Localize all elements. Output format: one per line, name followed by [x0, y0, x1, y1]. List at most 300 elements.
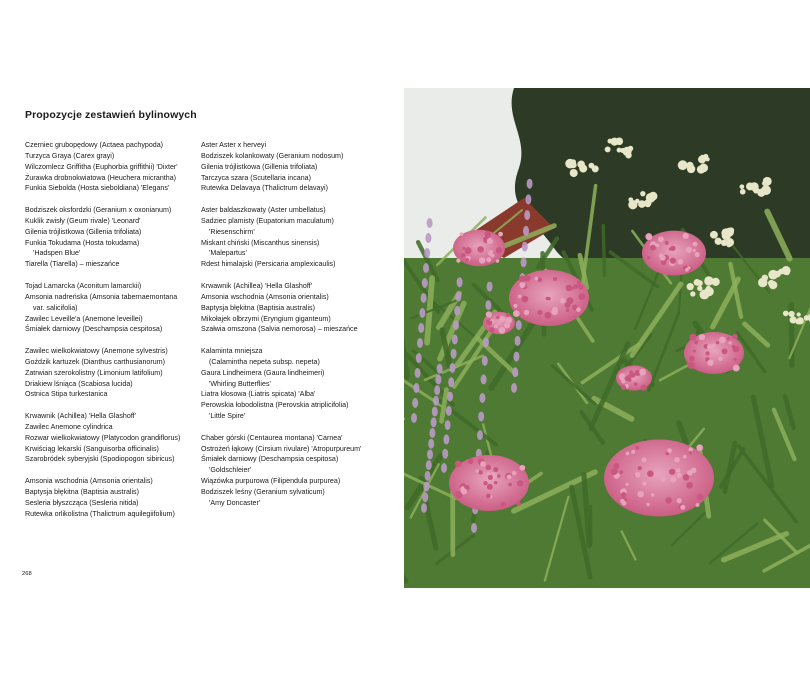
plant-group — [25, 140, 203, 194]
photo-umbel-floret — [763, 180, 768, 185]
plant-group — [25, 281, 203, 335]
plant-entry: Rutewka orlikolistna (Thalictrum aquilegiifolium) — [25, 509, 175, 518]
plant-entry: Krwawnik (Achillea) 'Hella Glashoff' — [25, 412, 136, 421]
plant-group — [25, 476, 203, 519]
photo-pink-floret — [678, 259, 684, 265]
photo-pink-floret — [499, 327, 506, 334]
plant-entry: Rozwar wielkokwiatowy (Platycodon grandiflorus) — [25, 433, 181, 442]
photo-pink-floret — [611, 468, 618, 475]
photo-pink-floret — [695, 252, 700, 257]
photo-pink-floret — [577, 281, 581, 285]
plant-entry: Śmiałek darniowy (Deschampsia cespitosa) — [201, 455, 339, 464]
photo-umbel-floret — [690, 291, 695, 296]
photo-pink-floret — [635, 472, 641, 478]
photo-pink-floret — [733, 365, 740, 372]
photo-spike-floret — [415, 368, 421, 378]
photo-pink-floret — [537, 310, 542, 315]
photo-spike-floret — [452, 334, 458, 344]
plant-entry: Sadziec plamisty (Eupatorium maculatum) — [201, 216, 334, 225]
plant-group — [201, 140, 379, 194]
plant-group — [25, 205, 203, 270]
photo-pink-floret — [646, 503, 649, 506]
plant-entry: 'Malepartus' — [209, 249, 247, 258]
photo-umbel-floret — [700, 155, 705, 160]
photo-umbel-floret — [697, 286, 702, 291]
plant-list-column-right — [201, 140, 379, 520]
photo-pink-floret — [573, 284, 578, 289]
plant-entry: Turzyca Graya (Carex grayi) — [25, 151, 115, 160]
plant-group — [25, 346, 203, 400]
photo-spike-floret — [425, 471, 431, 481]
photo-pink-floret — [517, 480, 523, 486]
plant-entry: Bodziszek oksfordzki (Geranium x oxonianum) — [25, 206, 172, 215]
plant-entry: var. salicifolia) — [33, 303, 78, 312]
photo-spike-floret — [479, 393, 485, 403]
photo-pink-floret — [674, 457, 680, 463]
photo-pink-floret — [636, 446, 640, 450]
photo-pink-floret — [493, 467, 498, 472]
photo-pink-floret — [488, 238, 492, 242]
photo-spike-floret — [429, 428, 435, 438]
photo-pink-floret — [486, 311, 492, 317]
photo-pink-floret — [478, 470, 482, 474]
photo-spike-floret — [478, 412, 484, 422]
photo-pink-floret — [631, 373, 636, 378]
plant-entry: Krwiściąg lekarski (Sanguisorba officinalis) — [25, 444, 159, 453]
photo-spike-floret — [411, 413, 417, 423]
plant-entry: Aster Aster x herveyi — [201, 141, 267, 149]
photo-pink-floret — [494, 481, 497, 484]
plant-entry: Driakiew lśniąca (Scabiosa lucida) — [25, 379, 133, 388]
photo-pink-floret — [639, 369, 646, 376]
photo-spike-floret — [427, 218, 433, 228]
photo-umbel-floret — [797, 312, 801, 316]
photo-spike-floret — [487, 282, 493, 292]
photo-spike-floret — [416, 353, 422, 363]
photo-pink-floret — [501, 502, 506, 507]
plant-entry: 'Whirling Butterflies' — [209, 379, 271, 388]
photo-umbel-floret — [638, 200, 646, 208]
photo-pink-floret — [707, 344, 713, 350]
photo-pink-floret — [496, 316, 499, 319]
plant-entry: 'Hadspen Blue' — [33, 249, 81, 258]
plant-group — [201, 205, 379, 270]
photo-spike-floret — [445, 420, 451, 430]
photo-umbel-floret — [758, 281, 762, 285]
photo-pink-floret — [468, 459, 474, 465]
plant-entry: Krwawnik (Achillea) 'Hella Glashoff' — [201, 281, 312, 290]
photo-spike-floret — [417, 338, 423, 348]
photo-umbel-floret — [628, 200, 637, 209]
photo-pink-floret — [707, 359, 713, 365]
photo-spike-floret — [447, 392, 453, 402]
photo-spike-floret — [511, 383, 517, 393]
plant-entry: Zawilec wielkokwiatowy (Anemone sylvestris) — [25, 347, 168, 356]
plant-entry: Liatra kłosowa (Liatris spicata) 'Alba' — [201, 390, 316, 399]
photo-umbel-floret — [589, 163, 595, 169]
photo-umbel-floret — [721, 228, 730, 237]
photo-pink-floret — [487, 484, 493, 490]
photo-pink-floret — [521, 296, 528, 303]
photo-pink-floret — [626, 452, 630, 456]
plant-entry: Zawilec Anemone cylindrica — [25, 422, 113, 431]
photo-spike-floret — [412, 398, 418, 408]
photo-pink-floret — [465, 247, 472, 254]
photo-umbel-floret — [762, 275, 768, 281]
photo-umbel-floret — [761, 185, 771, 195]
photo-umbel-floret — [565, 159, 575, 169]
photo-spike-floret — [512, 367, 518, 377]
photo-pink-floret — [685, 268, 689, 272]
photo-pink-floret — [486, 472, 490, 476]
plant-entry: Śmiałek darniowy (Deschampsia cespitosa) — [25, 325, 163, 334]
photo-pink-floret — [722, 348, 728, 354]
plant-entry: Goździk kartuzek (Dianthus carthusianorum) — [25, 357, 165, 366]
photo-pink-floret — [734, 358, 737, 361]
photo-pink-floret — [687, 470, 693, 476]
photo-pink-floret — [686, 482, 693, 489]
photo-pink-floret — [496, 247, 502, 253]
plant-entry: Ostrożeń łąkowy (Cirsium rivulare) 'Atropurpureum' — [201, 444, 362, 453]
photo-spike-floret — [423, 263, 429, 273]
photo-pink-floret — [647, 256, 650, 259]
photo-pink-floret — [462, 247, 465, 250]
plant-entry: Kuklik zwisły (Geum rivale) 'Leonard' — [25, 216, 141, 225]
garden-photo — [404, 88, 810, 588]
plant-entry: 'Goldschleier' — [209, 466, 252, 475]
photo-pink-floret — [642, 457, 647, 462]
photo-umbel-floret — [570, 169, 578, 177]
photo-pink-floret — [576, 307, 581, 312]
photo-umbel-floret — [750, 182, 759, 191]
photo-spike-floret — [516, 320, 522, 330]
photo-pink-floret — [693, 350, 696, 353]
photo-pink-floret — [676, 468, 680, 472]
photo-spike-floret — [515, 336, 521, 346]
photo-pink-floret — [460, 232, 464, 236]
photo-spike-floret — [513, 352, 519, 362]
photo-pink-floret — [519, 465, 525, 471]
photo-pink-floret — [690, 334, 697, 341]
photo-umbel-floret — [699, 290, 709, 300]
photo-spike-floret — [437, 364, 443, 374]
photo-umbel-floret — [795, 319, 801, 325]
photo-pink-floret — [489, 327, 495, 333]
photo-pink-floret — [498, 232, 503, 237]
plant-entry: Ostnica Stipa turkestanica — [25, 390, 108, 399]
photo-pink-floret — [666, 452, 669, 455]
photo-pink-floret — [718, 357, 722, 361]
photo-pink-floret — [660, 255, 665, 260]
photo-pink-floret — [518, 295, 522, 299]
photo-pink-floret — [656, 243, 660, 247]
photo-pink-floret — [680, 505, 685, 510]
photo-pink-floret — [686, 247, 692, 253]
photo-umbel-floret — [706, 286, 711, 291]
photo-pink-floret — [626, 483, 629, 486]
plant-entry: Chaber górski (Centaurea montana) 'Carnea' — [201, 433, 343, 442]
photo-spike-floret — [422, 492, 428, 502]
photo-spike-floret — [424, 248, 430, 258]
photo-spike-floret — [432, 407, 438, 417]
plant-entry: Perowskia łobodolistna (Perovskia atriplicifolia) — [201, 401, 349, 410]
photo-umbel-floret — [740, 189, 746, 195]
photo-pink-floret — [727, 337, 730, 340]
photo-umbel-floret — [715, 238, 722, 245]
photo-spike-floret — [471, 523, 477, 533]
plant-entry: Zatrwian szerokolistny (Limonium latifolium) — [25, 368, 163, 377]
photo-spike-floret — [451, 349, 457, 359]
photo-pink-floret — [544, 312, 551, 319]
photo-pink-floret — [719, 337, 726, 344]
plant-entry: (Calamintha nepeta subsp. nepeta) — [209, 357, 320, 366]
photo-spike-floret — [428, 439, 434, 449]
photo-pink-floret — [456, 492, 463, 499]
photo-pink-floret — [732, 334, 737, 339]
photo-spike-floret — [521, 257, 527, 267]
photo-pink-floret — [516, 501, 521, 506]
photo-pink-floret — [479, 257, 485, 263]
photo-umbel-floret — [622, 147, 631, 156]
photo-pink-floret — [496, 259, 499, 262]
photo-spike-floret — [481, 374, 487, 384]
plant-entry: Wiązówka purpurowa (Filipendula purpurea) — [201, 477, 341, 486]
photo-umbel-floret — [788, 311, 794, 317]
plant-entry: Baptysja błękitna (Baptisia australis) — [201, 303, 315, 312]
photo-pink-floret — [579, 293, 586, 300]
photo-umbel-floret — [740, 184, 745, 189]
photo-umbel-floret — [607, 139, 612, 144]
plant-entry: Baptysja błękitna (Baptisia australis) — [25, 488, 139, 496]
photo-spike-floret — [443, 434, 449, 444]
plant-group — [201, 346, 379, 422]
photo-umbel-floret — [699, 164, 708, 173]
photo-pink-floret — [661, 477, 666, 482]
photo-spike-floret — [525, 194, 531, 204]
photo-pink-floret — [547, 297, 551, 301]
plant-entry: Sesleria błyszcząca (Sesleria nitida) — [25, 498, 139, 507]
photo-spike-floret — [482, 356, 488, 366]
photo-umbel-floret — [605, 146, 611, 152]
photo-spike-floret — [523, 226, 529, 236]
photo-pink-floret — [693, 249, 696, 252]
photo-pink-floret — [537, 277, 542, 282]
photo-pink-floret — [553, 277, 557, 281]
plant-entry: Gilenia trójlistkowa (Gillenia trifoliata) — [201, 162, 318, 171]
photo-umbel-floret — [768, 270, 778, 280]
plant-entry: Bodziszek leśny (Geranium sylvaticum) — [201, 488, 325, 496]
photo-pink-floret — [497, 474, 501, 478]
photo-spike-floret — [522, 242, 528, 252]
photo-pink-floret — [508, 483, 512, 487]
photo-pink-floret — [689, 356, 695, 362]
photo-umbel-floret — [640, 191, 645, 196]
plant-entry: Gilenia trójlistkowa (Gillenia trifoliata) — [25, 227, 142, 236]
photo-pink-floret — [696, 503, 700, 507]
photo-pink-floret — [513, 310, 520, 317]
photo-leaf — [603, 226, 604, 276]
photo-spike-floret — [425, 233, 431, 243]
photo-umbel-floret — [790, 317, 795, 322]
plant-group — [201, 281, 379, 335]
photo-umbel-floret — [678, 160, 688, 170]
photo-pink-floret — [631, 450, 635, 454]
photo-pink-floret — [688, 447, 692, 451]
photo-spike-floret — [448, 377, 454, 387]
photo-pink-floret — [683, 233, 689, 239]
photo-umbel-floret — [704, 276, 713, 285]
photo-pink-floret — [694, 340, 698, 344]
photo-pink-floret — [480, 461, 486, 467]
photo-pink-floret — [732, 345, 735, 348]
photo-spike-floret — [421, 503, 427, 513]
plant-entry: Aster baldaszkowaty (Aster umbellatus) — [201, 206, 326, 215]
plant-group — [201, 433, 379, 509]
plant-entry: Bodziszek kolankowaty (Geranium nodosum) — [201, 151, 344, 160]
plant-entry: Amsonia wschodnia (Amsonia orientalis) — [25, 477, 153, 486]
photo-umbel-floret — [687, 165, 695, 173]
photo-pink-floret — [642, 481, 646, 485]
photo-pink-floret — [505, 317, 512, 324]
photo-umbel-floret — [687, 283, 694, 290]
plant-entry: Gaura Lindheimera (Gaura lindheimeri) — [201, 368, 325, 377]
plant-entry: Wilczomlecz Griffitha (Euphorbia griffithii) 'Dixter' — [25, 162, 178, 171]
photo-spike-floret — [483, 337, 489, 347]
photo-spike-floret — [422, 278, 428, 288]
photo-pink-floret — [647, 470, 654, 477]
photo-pink-floret — [665, 241, 669, 245]
photo-pink-floret — [456, 258, 460, 262]
photo-spike-floret — [435, 374, 441, 384]
photo-pink-floret — [552, 307, 558, 313]
plant-entry: Tarczyca szara (Scutellaria incana) — [201, 173, 311, 182]
photo-pink-floret — [621, 492, 626, 497]
photo-spike-floret — [446, 406, 452, 416]
plant-entry: Amsonia nadreńska (Amsonia tabernaemontana — [25, 292, 178, 301]
photo-umbel-floret — [577, 161, 585, 169]
photo-spike-floret — [423, 482, 429, 492]
photo-pink-floret — [650, 245, 656, 251]
photo-spike-floret — [527, 179, 533, 189]
photo-umbel-floret — [769, 281, 777, 289]
plant-entry: Rutewka Delavaya (Thalictrum delavayi) — [201, 184, 328, 193]
photo-pink-floret — [728, 341, 731, 344]
plant-entry: Funkia Tokudama (Hosta tokudama) — [25, 238, 140, 247]
photo-umbel-floret — [785, 270, 790, 275]
photo-spike-floret — [433, 396, 439, 406]
photo-pink-floret — [507, 474, 512, 479]
plant-group — [25, 411, 203, 465]
photo-spike-floret — [427, 449, 433, 459]
photo-pink-floret — [483, 481, 487, 485]
plant-entry: 'Amy Doncaster' — [209, 498, 261, 507]
photo-spike-floret — [431, 417, 437, 427]
photo-pink-floret — [524, 275, 531, 282]
photo-pink-floret — [486, 465, 492, 471]
photo-spike-floret — [421, 293, 427, 303]
photo-pink-floret — [512, 471, 517, 476]
photo-pink-floret — [565, 302, 571, 308]
plant-entry: Amsonia wschodnia (Amsonia orientalis) — [201, 292, 329, 301]
photo-spike-floret — [434, 385, 440, 395]
page-heading: Propozycje zestawień bylinowych — [25, 109, 197, 121]
photo-pink-floret — [466, 258, 469, 261]
photo-pink-floret — [669, 469, 675, 475]
photo-pink-floret — [716, 341, 719, 344]
photo-spike-floret — [454, 306, 460, 316]
plant-entry: Szarobródek syberyjski (Spodiopogon sibiricus) — [25, 455, 175, 464]
plant-entry: Rdest himalajski (Persicaria amplexicaulis) — [201, 260, 336, 269]
photo-pink-floret — [641, 385, 647, 391]
photo-pink-floret — [651, 493, 655, 497]
photo-umbel-floret — [694, 279, 701, 286]
photo-pink-floret — [625, 376, 630, 381]
plant-entry: Tiarella (Tiarella) – mieszańce — [25, 260, 120, 269]
photo-pink-floret — [677, 498, 682, 503]
photo-pink-floret — [566, 308, 570, 312]
photo-pink-floret — [693, 242, 698, 247]
photo-pink-floret — [706, 351, 710, 355]
photo-umbel-floret — [710, 231, 718, 239]
photo-umbel-floret — [616, 139, 621, 144]
photo-pink-floret — [621, 501, 626, 506]
photo-pink-floret — [524, 310, 529, 315]
photo-pink-floret — [560, 298, 566, 304]
photo-pink-floret — [669, 248, 672, 251]
plant-entry: Szałwia omszona (Salvia nemorosa) – mieszańce — [201, 325, 358, 334]
plant-entry: Kalaminta mniejsza — [201, 347, 263, 356]
photo-spike-floret — [485, 300, 491, 310]
photo-spike-floret — [413, 383, 419, 393]
plant-entry: Mikołajek olbrzymi (Eryngium giganteum) — [201, 314, 331, 323]
photo-pink-floret — [699, 334, 705, 340]
photo-pink-floret — [634, 382, 638, 386]
photo-pink-floret — [683, 455, 687, 459]
plant-entry: Tojad Lamarcka (Aconitum lamarckii) — [25, 281, 142, 290]
photo-spike-floret — [453, 320, 459, 330]
photo-spike-floret — [442, 449, 448, 459]
photo-pink-floret — [621, 385, 626, 390]
photo-pink-floret — [513, 304, 517, 308]
photo-pink-floret — [578, 284, 584, 290]
photo-pink-floret — [645, 233, 652, 240]
plant-entry: 'Riesenschirm' — [209, 227, 255, 236]
plant-entry: Czerniec grubopędowy (Actaea pachypoda) — [25, 141, 164, 149]
photo-pink-floret — [687, 362, 691, 366]
left-page — [0, 0, 404, 675]
photo-pink-floret — [689, 451, 692, 454]
photo-pink-floret — [661, 260, 666, 265]
photo-pink-floret — [638, 491, 644, 497]
photo-pink-floret — [489, 321, 492, 324]
photo-pink-floret — [697, 494, 703, 500]
photo-pink-floret — [571, 287, 574, 290]
photo-pink-floret — [494, 324, 498, 328]
photo-pink-floret — [696, 444, 703, 451]
photo-spike-floret — [457, 277, 463, 287]
plant-entry: Żurawka drobnokwiatowa (Heuchera micrantha) — [25, 173, 177, 182]
photo-spike-floret — [441, 463, 447, 473]
photo-pink-floret — [658, 236, 664, 242]
plant-list-column-left — [25, 140, 203, 530]
photo-pink-floret — [476, 469, 479, 472]
photo-pink-floret — [488, 251, 492, 255]
photo-pink-floret — [638, 466, 642, 470]
photo-pink-floret — [477, 246, 484, 253]
photo-pink-floret — [506, 313, 510, 317]
photo-pink-floret — [488, 475, 493, 480]
photo-pink-floret — [486, 257, 491, 262]
